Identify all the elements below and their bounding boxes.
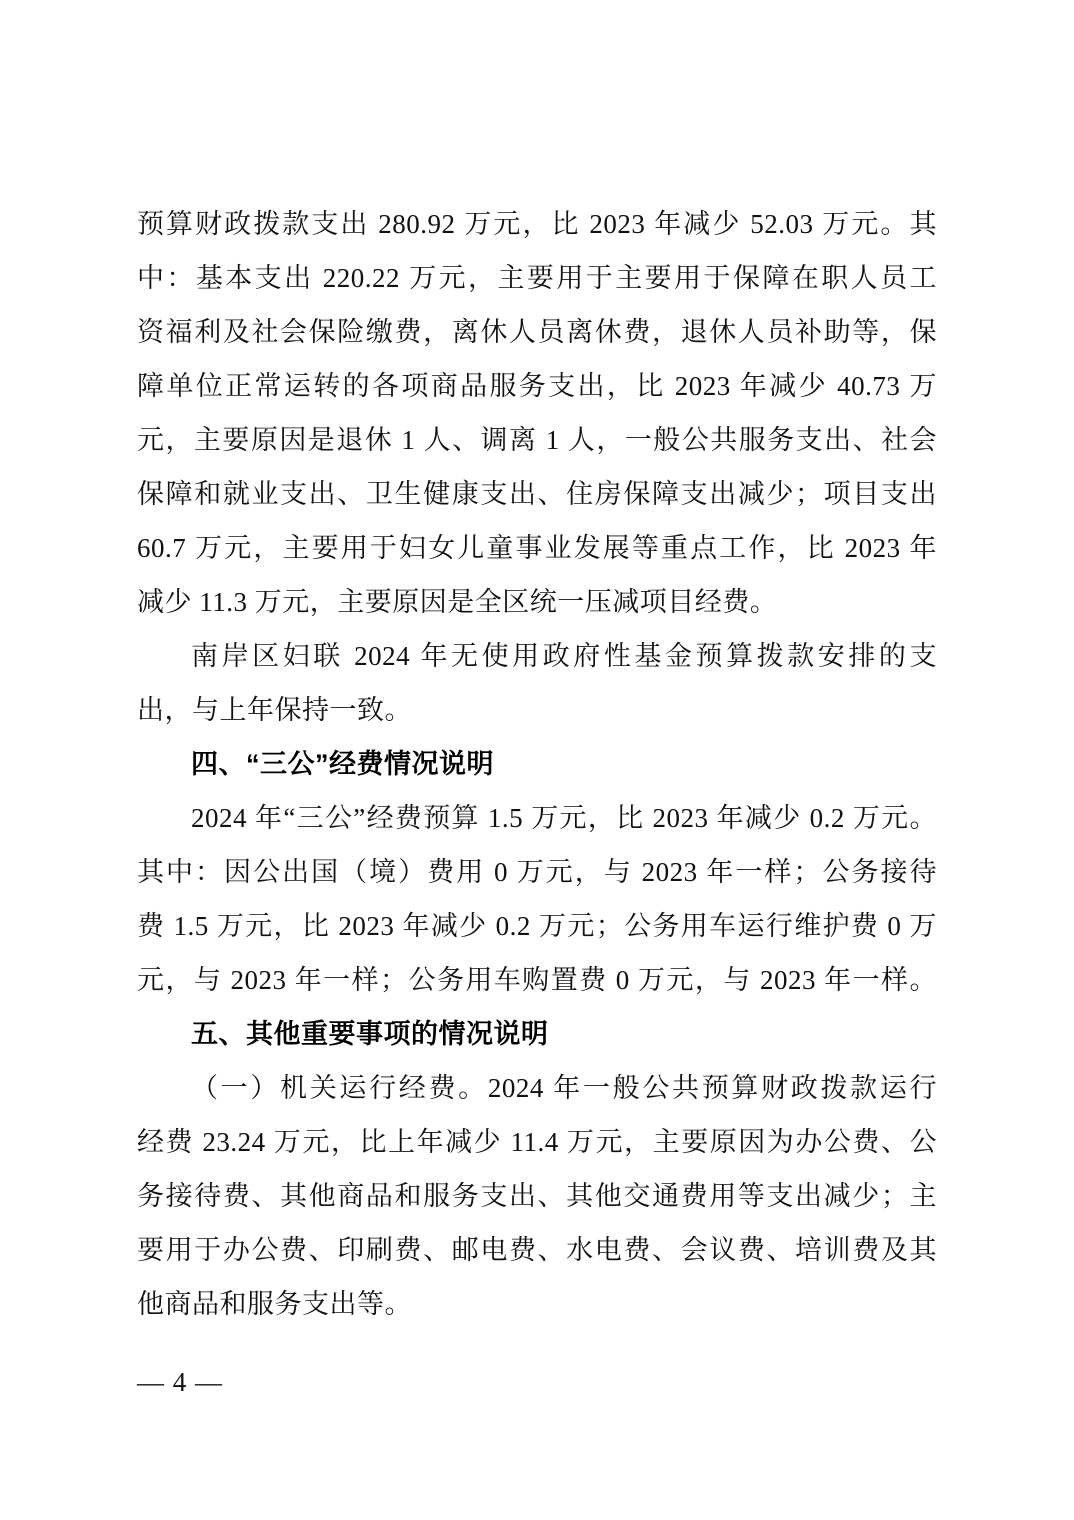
text-line: 元，主要原因是退休 1 人、调离 1 人，一般公共服务支出、社会 (137, 425, 937, 455)
text-line: 五、其他重要事项的情况说明 (191, 1019, 549, 1049)
text-line: 务接待费、其他商品和服务支出、其他交通费用等支出减少；主 (137, 1181, 937, 1211)
text-line: 南岸区妇联 2024 年无使用政府性基金预算拨款安排的支 (191, 641, 937, 671)
document-body (137, 197, 937, 1331)
paragraph (137, 197, 937, 629)
text-line: 其中：因公出国（境）费用 0 万元，与 2023 年一样；公务接待 (137, 857, 937, 887)
section-heading (137, 737, 937, 791)
text-line: 保障和就业支出、卫生健康支出、住房保障支出减少；项目支出 (137, 479, 937, 509)
text-line: （一）机关运行经费。2024 年一般公共预算财政拨款运行 (191, 1073, 937, 1103)
text-line: 2024 年“三公”经费预算 1.5 万元，比 2023 年减少 0.2 万元。 (191, 803, 937, 833)
text-line: 元，与 2023 年一样；公务用车购置费 0 万元，与 2023 年一样。 (137, 965, 937, 995)
text-line: 中：基本支出 220.22 万元，主要用于主要用于保障在职人员工 (137, 263, 937, 293)
text-line: 他商品和服务支出等。 (137, 1289, 412, 1319)
paragraph (137, 791, 937, 1007)
page-number: — 4 — (137, 1367, 223, 1397)
text-line: 费 1.5 万元，比 2023 年减少 0.2 万元；公务用车运行维护费 0 万 (137, 911, 937, 941)
text-line: 资福利及社会保险缴费，离休人员离休费，退休人员补助等，保 (137, 317, 937, 347)
section-heading (137, 1007, 937, 1061)
text-line: 经费 23.24 万元，比上年减少 11.4 万元，主要原因为办公费、公 (137, 1127, 937, 1157)
text-line: 四、“三公”经费情况说明 (191, 749, 494, 779)
text-line: 60.7 万元，主要用于妇女儿童事业发展等重点工作，比 2023 年 (137, 533, 937, 563)
text-line: 预算财政拨款支出 280.92 万元，比 2023 年减少 52.03 万元。其 (137, 209, 937, 239)
paragraph (137, 629, 937, 737)
text-line: 出，与上年保持一致。 (137, 695, 412, 725)
text-line: 要用于办公费、印刷费、邮电费、水电费、会议费、培训费及其 (137, 1235, 937, 1265)
paragraph (137, 1061, 937, 1331)
text-line: 减少 11.3 万元，主要原因是全区统一压减项目经费。 (137, 587, 778, 617)
text-line: 障单位正常运转的各项商品服务支出，比 2023 年减少 40.73 万 (137, 371, 937, 401)
